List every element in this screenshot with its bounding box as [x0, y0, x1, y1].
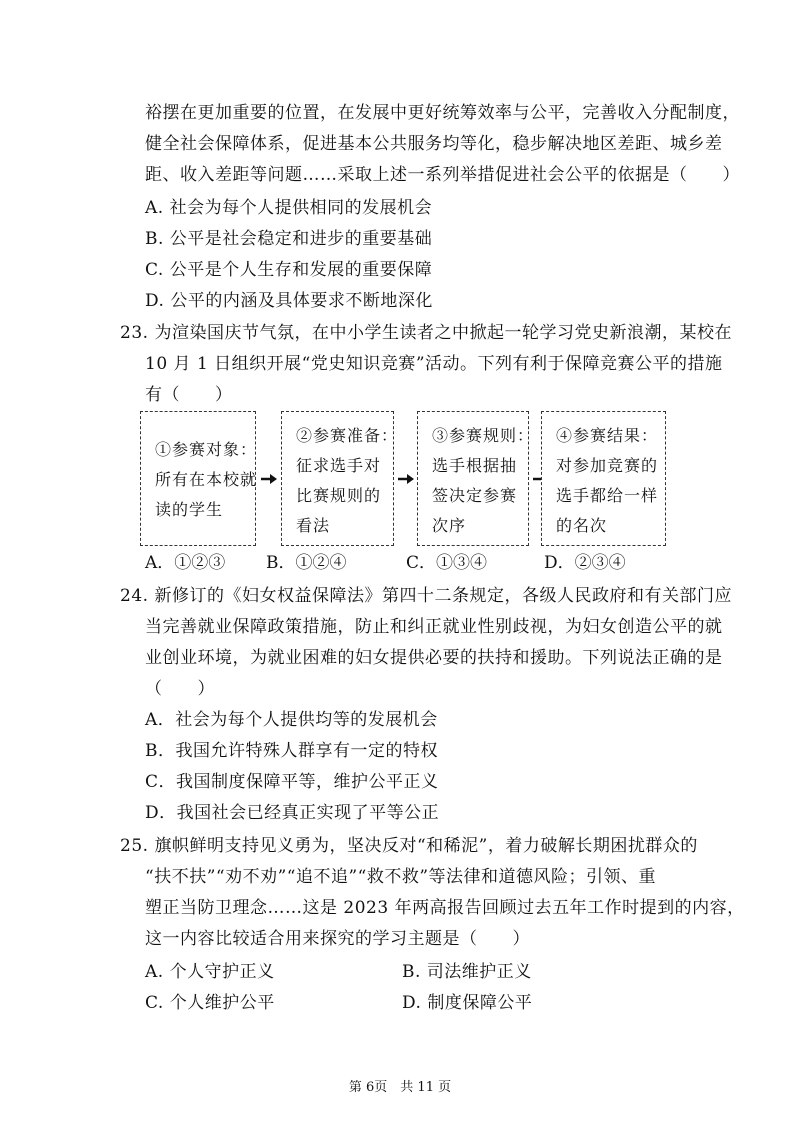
- q23-text-line-1: 23. 为渲染国庆节气氛，在中小学生读者之中掀起一轮学习党史新浪潮，某校在: [120, 323, 732, 343]
- flow-box-2-line-3: 比赛规则的: [296, 486, 382, 505]
- q24-option-a: A．社会为每个人提供均等的发展机会: [145, 710, 438, 730]
- q23-choice-c: C．①③④: [402, 552, 491, 574]
- arrow-right-icon: [261, 474, 277, 484]
- flow-box-participants: [140, 411, 256, 546]
- q25-text-line-4: 这一内容比较适合用来探究的学习主题是（ ）: [145, 929, 530, 949]
- flow-box-3-line-3: 签决定参赛: [432, 486, 518, 505]
- flow-box-4-line-2: 对参加竞赛的: [556, 456, 659, 475]
- q24-text-line-4: （ ）: [145, 679, 215, 699]
- q23-choice-a: A．①②③: [145, 552, 231, 574]
- q24-text-line-3: 业创业环境，为就业困难的妇女提供必要的扶持和援助。下列说法正确的是: [145, 648, 723, 668]
- q22-text-line-2: 健全社会保障体系，促进基本公共服务均等化，稳步解决地区差距、城乡差: [145, 134, 723, 154]
- flow-box-2-line-1: ②参赛准备：: [296, 426, 399, 445]
- q24-text-line-2: 当完善就业保障政策措施，防止和纠正就业性别歧视，为妇女创造公平的就: [145, 617, 723, 637]
- q22-option-c: C. 公平是个人生存和发展的重要保障: [145, 260, 433, 280]
- flow-box-2-line-2: 征求选手对: [296, 456, 382, 475]
- q22-option-a: A. 社会为每个人提供相同的发展机会: [145, 198, 433, 218]
- q23-choice-b: B．①②④: [262, 552, 351, 574]
- q25-option-a: A. 个人守护正义: [145, 962, 275, 982]
- q25-option-d: D. 制度保障公平: [402, 993, 533, 1013]
- flow-box-3-line-4: 次序: [432, 516, 467, 535]
- q24-text-line-1: 24. 新修订的《妇女权益保障法》第四十二条规定，各级人民政府和有关部门应: [120, 586, 732, 606]
- q24-option-d: D．我国社会已经真正实现了平等公正: [145, 803, 440, 823]
- q25-text-line-2: “扶不扶”“劝不劝”“追不追”“救不救”等法律和道德风险；引领、重: [145, 867, 657, 887]
- flow-box-3-line-1: ③参赛规则：: [432, 426, 535, 445]
- q23-choice-d: D．②③④: [540, 552, 630, 574]
- flow-box-4-line-4: 的名次: [556, 516, 608, 535]
- q22-option-b: B. 公平是社会稳定和进步的重要基础: [145, 229, 433, 249]
- q24-option-b: B．我国允许特殊人群享有一定的特权: [145, 741, 438, 761]
- page-number-footer: 第 6页 共 11 页: [348, 1080, 452, 1095]
- q23-text-line-2: 10 月 1 日组织开展“党史知识竞赛”活动。下列有利于保障竞赛公平的措施: [145, 354, 723, 374]
- flow-box-results: [541, 411, 666, 546]
- q25-option-b: B. 司法维护正义: [402, 962, 532, 982]
- flow-box-preparation: [281, 411, 399, 546]
- flow-box-4-line-3: 选手都给一样: [556, 486, 659, 505]
- flow-box-1-line-1: ①参赛对象：: [155, 440, 258, 459]
- flow-box-1-line-2: 所有在本校就: [155, 470, 258, 489]
- flow-box-1-line-3: 读的学生: [155, 500, 224, 519]
- q22-text-line-1: 裕摆在更加重要的位置，在发展中更好统筹效率与公平，完善收入分配制度，: [145, 103, 740, 123]
- q22-text-line-3: 距、收入差距等问题……采取上述一系列举措促进社会公平的依据是（ ）: [145, 165, 740, 185]
- q25-option-c: C. 个人维护公平: [145, 993, 275, 1013]
- q25-text-line-1: 25. 旗帜鲜明支持见义勇为，坚决反对“和稀泥”，着力破解长期困扰群众的: [120, 836, 698, 856]
- q22-option-d: D. 公平的内涵及具体要求不断地深化: [145, 291, 433, 311]
- flow-box-rules: [417, 411, 535, 546]
- flow-box-2-line-4: 看法: [296, 516, 331, 535]
- q23-text-line-3: 有（ ）: [145, 385, 233, 405]
- flow-box-4-line-1: ④参赛结果：: [556, 426, 659, 445]
- q25-text-line-3: 塑正当防卫理念……这是 2023 年两高报告回顾过去五年工作时提到的内容，: [145, 898, 745, 918]
- arrow-right-icon: [398, 474, 414, 484]
- flow-box-3-line-2: 选手根据抽: [432, 456, 518, 475]
- q24-option-c: C．我国制度保障平等，维护公平正义: [145, 772, 439, 792]
